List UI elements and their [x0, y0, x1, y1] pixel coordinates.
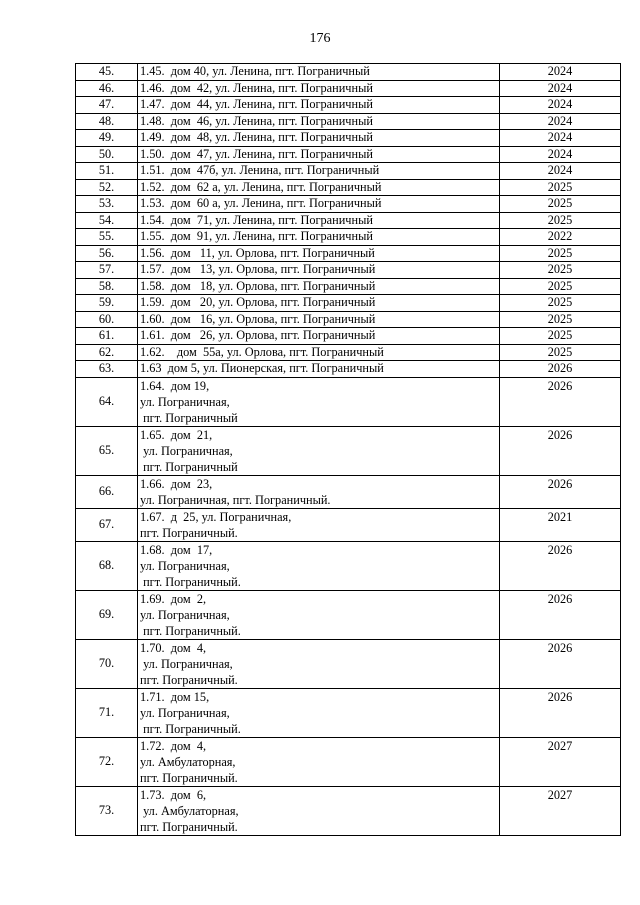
row-number: 45. [76, 64, 138, 81]
year-cell: 2025 [500, 344, 621, 361]
address-line: пгт. Пограничный [140, 410, 238, 425]
year-cell: 2025 [500, 196, 621, 213]
table-row [76, 229, 621, 246]
address-cell: 1.50. дом 47, ул. Ленина, пгт. Пограничный [138, 146, 500, 163]
address-cell: 1.57. дом 13, ул. Орлова, пгт. Пограничный [138, 262, 500, 279]
year-cell: 2024 [500, 130, 621, 147]
row-number: 69. [76, 590, 138, 639]
year-cell: 2026 [500, 639, 621, 688]
address-line: ул. Амбулаторная, [140, 803, 239, 818]
year-cell: 2027 [500, 737, 621, 786]
table-row [76, 179, 621, 196]
address-cell: 1.48. дом 46, ул. Ленина, пгт. Пограничный [138, 113, 500, 130]
address-cell: 1.62. дом 55а, ул. Орлова, пгт. Пограничный [138, 344, 500, 361]
year-cell: 2025 [500, 295, 621, 312]
table-row [76, 786, 621, 835]
table-row [76, 475, 621, 508]
address-line: 1.66. дом 23, [140, 476, 213, 491]
table-row [76, 361, 621, 378]
row-number: 64. [76, 377, 138, 426]
address-line: пгт. Пограничный. [140, 574, 241, 589]
address-cell: 1.56. дом 11, ул. Орлова, пгт. Пограничный [138, 245, 500, 262]
row-number: 51. [76, 163, 138, 180]
address-line: ул. Пограничная, [140, 394, 230, 409]
year-cell: 2024 [500, 80, 621, 97]
year-cell: 2025 [500, 212, 621, 229]
table-row [76, 295, 621, 312]
table-row [76, 541, 621, 590]
address-line: 1.67. д 25, ул. Пограничная, [140, 509, 292, 524]
row-number: 47. [76, 97, 138, 114]
address-cell: 1.51. дом 47б, ул. Ленина, пгт. Пограничный [138, 163, 500, 180]
address-cell [138, 639, 500, 688]
address-cell [138, 590, 500, 639]
row-number: 50. [76, 146, 138, 163]
address-line: пгт. Пограничный. [140, 721, 241, 736]
table-row [76, 639, 621, 688]
table-row [76, 344, 621, 361]
address-table [75, 63, 621, 836]
table-row [76, 426, 621, 475]
address-line: ул. Пограничная, пгт. Пограничный. [140, 492, 331, 507]
address-line: ул. Пограничная, [140, 443, 233, 458]
row-number: 63. [76, 361, 138, 378]
table-row [76, 146, 621, 163]
year-cell: 2026 [500, 426, 621, 475]
year-cell: 2024 [500, 146, 621, 163]
year-cell: 2024 [500, 97, 621, 114]
row-number: 54. [76, 212, 138, 229]
year-cell: 2026 [500, 590, 621, 639]
address-cell: 1.54. дом 71, ул. Ленина, пгт. Пограничный [138, 212, 500, 229]
year-cell: 2026 [500, 475, 621, 508]
row-number: 52. [76, 179, 138, 196]
address-line: 1.65. дом 21, [140, 427, 213, 442]
table-row [76, 508, 621, 541]
row-number: 57. [76, 262, 138, 279]
row-number: 65. [76, 426, 138, 475]
address-cell [138, 426, 500, 475]
address-cell: 1.46. дом 42, ул. Ленина, пгт. Пограничный [138, 80, 500, 97]
row-number: 68. [76, 541, 138, 590]
year-cell: 2026 [500, 377, 621, 426]
year-cell: 2026 [500, 361, 621, 378]
address-line: пгт. Пограничный. [140, 819, 238, 834]
table-row [76, 212, 621, 229]
year-cell: 2027 [500, 786, 621, 835]
year-cell: 2025 [500, 311, 621, 328]
address-cell: 1.47. дом 44, ул. Ленина, пгт. Пограничный [138, 97, 500, 114]
year-cell: 2022 [500, 229, 621, 246]
address-cell: 1.61. дом 26, ул. Орлова, пгт. Пограничный [138, 328, 500, 345]
year-cell: 2024 [500, 64, 621, 81]
address-table-body [76, 64, 621, 836]
address-cell: 1.45. дом 40, ул. Ленина, пгт. Пограничный [138, 64, 500, 81]
row-number: 58. [76, 278, 138, 295]
address-cell: 1.60. дом 16, ул. Орлова, пгт. Пограничный [138, 311, 500, 328]
year-cell: 2024 [500, 113, 621, 130]
address-line: 1.69. дом 2, [140, 591, 207, 606]
year-cell: 2021 [500, 508, 621, 541]
address-cell: 1.59. дом 20, ул. Орлова, пгт. Пограничный [138, 295, 500, 312]
row-number: 53. [76, 196, 138, 213]
address-line: пгт. Пограничный. [140, 672, 238, 687]
row-number: 66. [76, 475, 138, 508]
row-number: 62. [76, 344, 138, 361]
row-number: 72. [76, 737, 138, 786]
row-number: 48. [76, 113, 138, 130]
table-row [76, 64, 621, 81]
address-line: ул. Пограничная, [140, 656, 233, 671]
year-cell: 2024 [500, 163, 621, 180]
address-cell: 1.63 дом 5, ул. Пионерская, пгт. Пограничный [138, 361, 500, 378]
address-cell [138, 508, 500, 541]
address-cell [138, 377, 500, 426]
address-line: пгт. Пограничный. [140, 525, 238, 540]
table-row [76, 113, 621, 130]
address-cell: 1.49. дом 48, ул. Ленина, пгт. Пограничный [138, 130, 500, 147]
address-line: 1.64. дом 19, [140, 378, 210, 393]
address-cell [138, 475, 500, 508]
address-cell: 1.52. дом 62 а, ул. Ленина, пгт. Пограничный [138, 179, 500, 196]
year-cell: 2026 [500, 541, 621, 590]
address-cell [138, 541, 500, 590]
address-cell: 1.53. дом 60 а, ул. Ленина, пгт. Пограничный [138, 196, 500, 213]
address-cell [138, 737, 500, 786]
row-number: 56. [76, 245, 138, 262]
table-row [76, 245, 621, 262]
address-cell [138, 786, 500, 835]
year-cell: 2026 [500, 688, 621, 737]
table-row [76, 311, 621, 328]
table-row [76, 262, 621, 279]
table-row [76, 130, 621, 147]
table-row [76, 196, 621, 213]
row-number: 60. [76, 311, 138, 328]
table-row [76, 163, 621, 180]
address-line: ул. Амбулаторная, [140, 754, 236, 769]
address-line: ул. Пограничная, [140, 558, 230, 573]
row-number: 70. [76, 639, 138, 688]
address-line: 1.68. дом 17, [140, 542, 213, 557]
year-cell: 2025 [500, 262, 621, 279]
address-line: 1.71. дом 15, [140, 689, 210, 704]
page-number: 176 [309, 31, 331, 46]
address-line: 1.72. дом 4, [140, 738, 207, 753]
address-line: ул. Пограничная, [140, 607, 230, 622]
table-row [76, 377, 621, 426]
row-number: 49. [76, 130, 138, 147]
table-row [76, 328, 621, 345]
table-row [76, 278, 621, 295]
row-number: 46. [76, 80, 138, 97]
table-row [76, 590, 621, 639]
year-cell: 2025 [500, 328, 621, 345]
address-cell: 1.55. дом 91, ул. Ленина, пгт. Пограничный [138, 229, 500, 246]
row-number: 73. [76, 786, 138, 835]
row-number: 59. [76, 295, 138, 312]
address-line: 1.73. дом 6, [140, 787, 207, 802]
row-number: 61. [76, 328, 138, 345]
table-row [76, 688, 621, 737]
address-line: пгт. Пограничный. [140, 770, 238, 785]
address-cell [138, 688, 500, 737]
address-line: пгт. Пограничный. [140, 623, 241, 638]
address-line: 1.70. дом 4, [140, 640, 207, 655]
year-cell: 2025 [500, 278, 621, 295]
row-number: 67. [76, 508, 138, 541]
year-cell: 2025 [500, 179, 621, 196]
row-number: 71. [76, 688, 138, 737]
year-cell: 2025 [500, 245, 621, 262]
address-line: ул. Пограничная, [140, 705, 230, 720]
table-row [76, 80, 621, 97]
address-cell: 1.58. дом 18, ул. Орлова, пгт. Пограничный [138, 278, 500, 295]
table-row [76, 737, 621, 786]
address-line: пгт. Пограничный [140, 459, 238, 474]
table-row [76, 97, 621, 114]
row-number: 55. [76, 229, 138, 246]
